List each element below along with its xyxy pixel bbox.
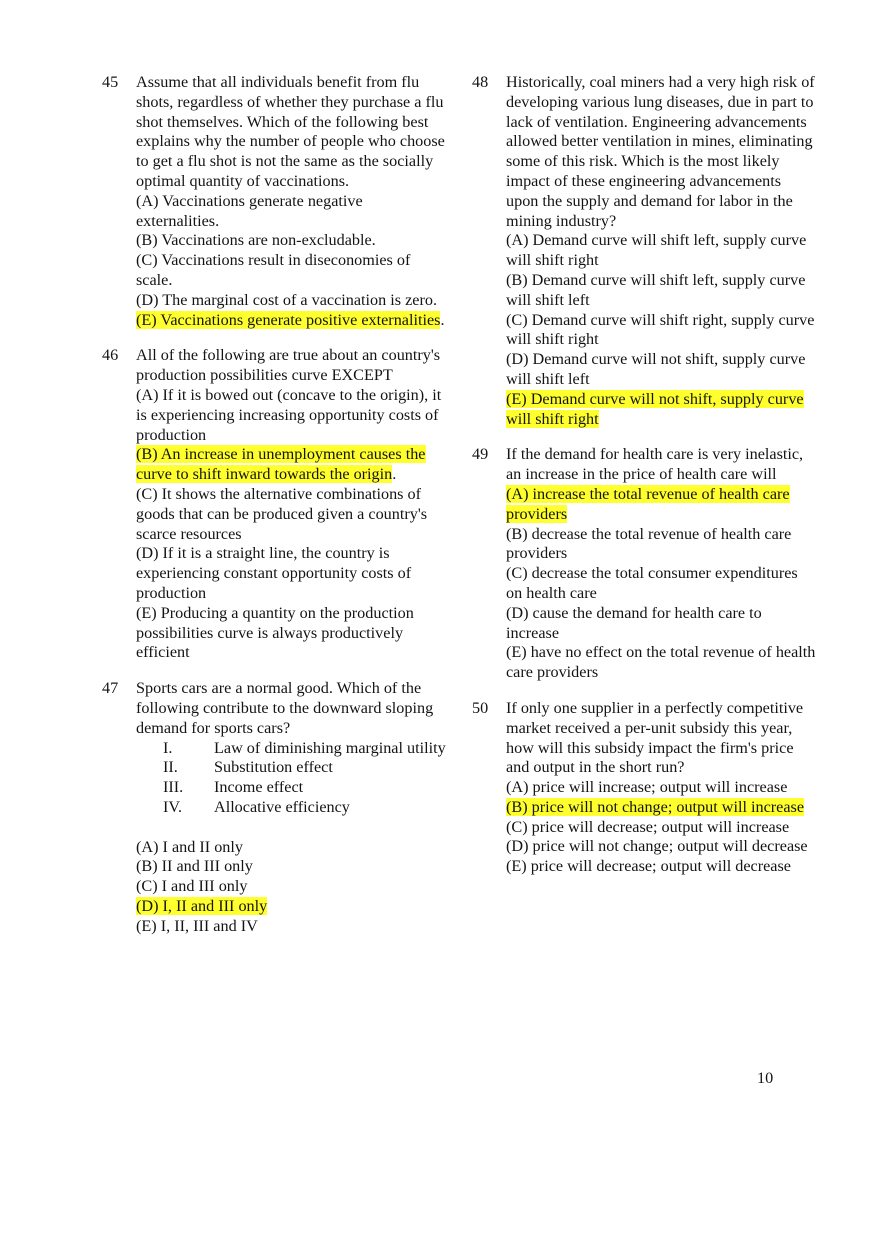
option-d: (D) Demand curve will not shift, supply curve will shift left: [506, 350, 806, 388]
option-b: (B) Vaccinations are non-excludable.: [136, 231, 376, 250]
option-a: (A) I and II only: [136, 837, 243, 856]
page-number: 10: [757, 1069, 774, 1087]
roman-numeral: I.: [163, 738, 173, 757]
option-b-answer: [136, 445, 447, 485]
option-e-answer: [506, 390, 817, 430]
question-stem: All of the following are true about an country's production possibilities curve EXCEPT: [136, 346, 441, 385]
question-stem: If the demand for health care is very inelastic, an increase in the price of health care will: [506, 445, 804, 484]
question-45: [102, 73, 447, 330]
question-49: [472, 445, 817, 683]
option-a: (A) Demand curve will shift left, supply curve will shift right: [506, 231, 807, 270]
option-e-answer: [136, 311, 447, 331]
question-number: 49: [472, 445, 489, 464]
option-b: (B) Demand curve will shift left, supply curve will shift left: [506, 270, 806, 309]
answer-suffix: .: [440, 310, 445, 329]
option-e: (E) I, II, III and IV: [136, 916, 258, 935]
question-body: [136, 346, 447, 663]
numeral-text: Substitution effect: [214, 758, 333, 777]
option-c: (C) decrease the total consumer expenditures on health care: [506, 564, 798, 602]
highlighted-answer: (D) I, II and III only: [136, 897, 268, 916]
right-column: [472, 73, 817, 893]
question-47: [102, 679, 447, 937]
option-c: (C) Demand curve will shift right, supply curve will shift right: [506, 310, 815, 349]
option-c: (C) It shows the alternative combinations of goods that can be produced given a country's scarce resources: [136, 484, 428, 543]
question-number: 47: [102, 679, 119, 698]
list-item: [136, 798, 447, 818]
option-d: (D) cause the demand for health care to increase: [506, 603, 762, 642]
question-body: [506, 445, 817, 683]
roman-numeral-list: [136, 739, 447, 818]
option-e: (E) Producing a quantity on the production possibilities curve is always productively efficient: [136, 603, 414, 662]
option-a: (A) Vaccinations generate negative externalities.: [136, 191, 363, 230]
option-c: (C) price will decrease; output will increase: [506, 817, 790, 836]
highlighted-answer: (E) Vaccinations generate positive externalities: [136, 310, 441, 329]
highlighted-answer: (B) An increase in unemployment causes the curve to shift inward towards the origin: [136, 445, 426, 484]
highlighted-answer: (E) Demand curve will not shift, supply curve will shift right: [506, 389, 804, 428]
roman-numeral: IV.: [163, 797, 183, 816]
question-stem: If only one supplier in a perfectly competitive market received a per-unit subsidy this year, how will this subsidy impact the firm's price and output in the short run?: [506, 698, 804, 777]
option-a: (A) If it is bowed out (concave to the origin), it is experiencing increasing opportunity costs of production: [136, 385, 442, 444]
option-e: (E) have no effect on the total revenue of health care providers: [506, 643, 816, 682]
spacer: [136, 818, 447, 838]
question-stem: Assume that all individuals benefit from flu shots, regardless of whether they purchase a flu shot themselves. Which of the following best explains why the number of people who choose to get a flu shot is not the same as the socially optimal quantity of vaccinations.: [136, 73, 445, 190]
option-b: (B) II and III only: [136, 857, 253, 876]
question-stem: Historically, coal miners had a very high risk of developing various lung diseases, due in part to lack of ventilation. Engineering advancements allowed better ventilation in mines, eliminating some of this risk. Which is the most likely impact of these engineering advancements upon the supply and demand for labor in the mining industry?: [506, 73, 815, 230]
question-number: 48: [472, 73, 489, 91]
question-number: 45: [102, 73, 119, 91]
question-body: [506, 699, 817, 877]
numeral-text: Income effect: [214, 778, 304, 797]
question-body: [136, 73, 447, 330]
question-46: [102, 346, 447, 663]
option-d: (D) The marginal cost of a vaccination is zero.: [136, 290, 438, 309]
question-48: [472, 73, 817, 429]
left-column: [102, 73, 447, 953]
question-50: [472, 699, 817, 877]
roman-numeral: III.: [163, 778, 184, 797]
option-c: (C) Vaccinations result in diseconomies of scale.: [136, 251, 411, 289]
question-number: 46: [102, 346, 119, 365]
highlighted-answer: (B) price will not change; output will increase: [506, 797, 805, 816]
option-d: (D) price will not change; output will decrease: [506, 837, 808, 856]
list-item: [136, 758, 447, 778]
question-number: 50: [472, 698, 489, 717]
option-a-answer: [506, 485, 817, 525]
option-d: (D) If it is a straight line, the country is experiencing constant opportunity costs of production: [136, 544, 412, 602]
roman-numeral: II.: [163, 758, 178, 777]
question-body: [136, 679, 447, 937]
list-item: [136, 739, 447, 759]
highlighted-answer: (A) increase the total revenue of health care providers: [506, 484, 790, 523]
numeral-text: Allocative efficiency: [214, 797, 350, 816]
option-b: (B) decrease the total revenue of health care providers: [506, 524, 792, 563]
question-body: [506, 73, 817, 429]
option-a: (A) price will increase; output will increase: [506, 778, 788, 797]
list-item: [136, 778, 447, 798]
option-e: (E) price will decrease; output will decrease: [506, 857, 791, 876]
option-c: (C) I and III only: [136, 877, 248, 896]
answer-suffix: .: [392, 465, 397, 484]
numeral-text: Law of diminishing marginal utility: [214, 738, 446, 757]
question-stem: Sports cars are a normal good. Which of the following contribute to the downward sloping demand for sports cars?: [136, 679, 434, 737]
option-d-answer: [136, 897, 447, 917]
option-b-answer: [506, 798, 817, 818]
